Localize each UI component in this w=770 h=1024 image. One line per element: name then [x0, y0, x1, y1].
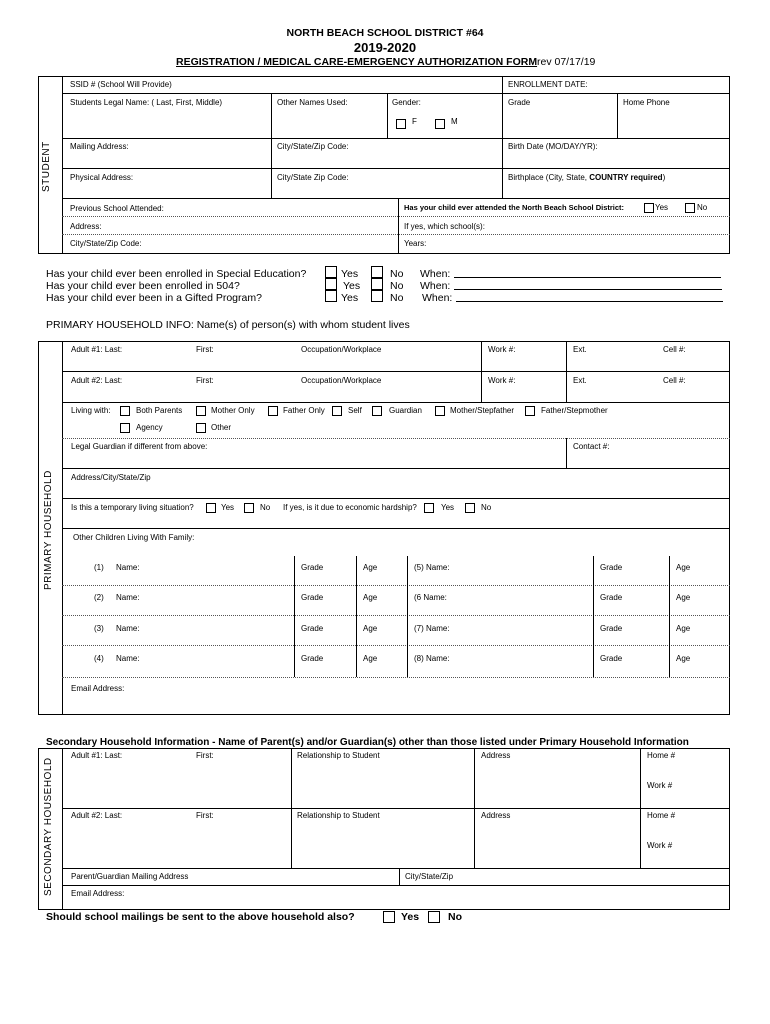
economic-yes-checkbox[interactable] — [424, 503, 434, 513]
prev-school-address-label: Address: — [70, 222, 102, 231]
adult2-ext-label: Ext. — [573, 376, 587, 385]
secondary-adult1-relationship-label: Relationship to Student — [297, 751, 380, 760]
child-2-number: (2) — [94, 593, 104, 602]
child-3-grade-label: Grade — [301, 624, 324, 633]
temporary-no-checkbox[interactable] — [244, 503, 254, 513]
secondary-adult1-first-label: First: — [196, 751, 214, 760]
child-5-grade-label: Grade — [600, 563, 623, 572]
secondary-household-heading: Secondary Household Information - Name of Parent(s) and/or Guardian(s) other than those listed under Primary Household Information — [46, 737, 689, 748]
child-7-name-label: (7) Name: — [414, 624, 450, 633]
other-label: Other — [211, 423, 232, 432]
child-5-age-label: Age — [676, 563, 691, 572]
gender-f-checkbox[interactable] — [396, 119, 406, 129]
child-2-age-label: Age — [363, 593, 378, 602]
child-3-number: (3) — [94, 624, 104, 633]
gifted-no-checkbox[interactable] — [371, 290, 383, 302]
special-ed-yes-checkbox[interactable] — [325, 266, 337, 278]
adult1-ext-label: Ext. — [573, 345, 587, 354]
guardian-label: Guardian — [389, 406, 422, 415]
gifted-yes-label: Yes — [341, 292, 359, 304]
which-school-label: If yes, which school(s): — [404, 222, 485, 231]
temporary-living-question: Is this a temporary living situation? — [71, 503, 194, 512]
adult1-occupation-label: Occupation/Workplace — [301, 345, 382, 354]
father-only-checkbox[interactable] — [268, 406, 278, 416]
self-label: Self — [348, 406, 362, 415]
legal-guardian-label: Legal Guardian if different from above: — [71, 442, 208, 451]
agency-checkbox[interactable] — [120, 423, 130, 433]
special-ed-when-label: When: — [420, 268, 451, 280]
secondary-adult2-relationship-label: Relationship to Student — [297, 811, 380, 820]
both-parents-label: Both Parents — [136, 406, 183, 415]
secondary-adult2-address-label: Address — [481, 811, 511, 820]
special-ed-no-checkbox[interactable] — [371, 266, 383, 278]
ssid-label: SSID # (School Will Provide) — [70, 80, 172, 89]
economic-no-label: No — [481, 503, 492, 512]
504-yes-label: Yes — [343, 280, 361, 292]
adult1-first-label: First: — [196, 345, 214, 354]
gifted-question: Has your child ever been in a Gifted Program? — [46, 292, 262, 304]
other-checkbox[interactable] — [196, 423, 206, 433]
child-8-age-label: Age — [676, 654, 691, 663]
child-4-grade-label: Grade — [301, 654, 324, 663]
gifted-no-label: No — [390, 292, 404, 304]
both-parents-checkbox[interactable] — [120, 406, 130, 416]
child-3-name-label: Name: — [116, 624, 140, 633]
child-2-grade-label: Grade — [301, 593, 324, 602]
guardian-address-label: Address/City/State/Zip — [71, 473, 151, 482]
504-when-line[interactable] — [454, 289, 722, 290]
mother-stepfather-checkbox[interactable] — [435, 406, 445, 416]
primary-household-side-label: PRIMARY HOUSEHOLD — [43, 470, 54, 590]
attended-no-checkbox[interactable] — [685, 203, 695, 213]
child-5-name-label: (5) Name: — [414, 563, 450, 572]
504-when-label: When: — [420, 280, 451, 292]
gender-label: Gender: — [392, 98, 421, 107]
child-6-name-label: (6 Name: — [414, 593, 447, 602]
child-7-grade-label: Grade — [600, 624, 623, 633]
father-only-label: Father Only — [283, 406, 325, 415]
special-ed-no-label: No — [390, 268, 404, 280]
mother-stepfather-label: Mother/Stepfather — [450, 406, 515, 415]
gifted-yes-checkbox[interactable] — [325, 290, 337, 302]
other-children-label: Other Children Living With Family: — [73, 533, 195, 542]
gender-m-checkbox[interactable] — [435, 119, 445, 129]
504-yes-checkbox[interactable] — [325, 278, 337, 290]
attended-yes-checkbox[interactable] — [644, 203, 654, 213]
previous-school-label: Previous School Attended: — [70, 204, 164, 213]
special-ed-yes-label: Yes — [341, 268, 359, 280]
secondary-adult2-work-label: Work # — [647, 841, 673, 850]
child-2-name-label: Name: — [116, 593, 140, 602]
self-checkbox[interactable] — [332, 406, 342, 416]
primary-email-label: Email Address: — [71, 684, 125, 693]
physical-city-label: City/State Zip Code: — [277, 173, 349, 182]
attended-district-question: Has your child ever attended the North Beach School District: — [404, 203, 625, 212]
adult1-last-label: Adult #1: Last: — [71, 345, 123, 354]
physical-address-label: Physical Address: — [70, 173, 134, 182]
mailings-no-checkbox[interactable] — [428, 911, 440, 923]
child-7-age-label: Age — [676, 624, 691, 633]
adult1-cell-label: Cell #: — [663, 345, 686, 354]
revision-date: rev 07/17/19 — [537, 56, 596, 68]
child-1-name-label: Name: — [116, 563, 140, 572]
special-ed-when-line[interactable] — [454, 277, 721, 278]
secondary-adult2-last-label: Adult #2: Last: — [71, 811, 123, 820]
child-1-age-label: Age — [363, 563, 378, 572]
economic-hardship-question: If yes, is it due to economic hardship? — [283, 503, 417, 512]
other-names-label: Other Names Used: — [277, 98, 348, 107]
child-3-age-label: Age — [363, 624, 378, 633]
adult2-cell-label: Cell #: — [663, 376, 686, 385]
504-no-label: No — [390, 280, 404, 292]
secondary-adult1-last-label: Adult #1: Last: — [71, 751, 123, 760]
mother-only-label: Mother Only — [211, 406, 255, 415]
child-6-age-label: Age — [676, 593, 691, 602]
secondary-mailing-label: Parent/Guardian Mailing Address — [71, 872, 189, 881]
secondary-adult1-home-label: Home # — [647, 751, 676, 760]
legal-name-label: Students Legal Name: ( Last, First, Middle) — [70, 98, 223, 107]
birth-date-label: Birth Date (MO/DAY/YR): — [508, 142, 598, 151]
504-question: Has your child ever been enrolled in 504? — [46, 280, 240, 292]
mailings-question: Should school mailings be sent to the above household also? — [46, 911, 355, 923]
child-6-grade-label: Grade — [600, 593, 623, 602]
temporary-no-label: No — [260, 503, 271, 512]
temporary-yes-checkbox[interactable] — [206, 503, 216, 513]
504-no-checkbox[interactable] — [371, 278, 383, 290]
secondary-city-label: City/State/Zip — [405, 872, 454, 881]
contact-label: Contact #: — [573, 442, 610, 451]
mother-only-checkbox[interactable] — [196, 406, 206, 416]
secondary-adult2-first-label: First: — [196, 811, 214, 820]
temporary-yes-label: Yes — [221, 503, 235, 512]
district-title: NORTH BEACH SCHOOL DISTRICT #64 — [286, 27, 484, 39]
gender-m-label: M — [451, 117, 458, 126]
child-1-grade-label: Grade — [301, 563, 324, 572]
adult2-occupation-label: Occupation/Workplace — [301, 376, 382, 385]
gifted-when-line[interactable] — [456, 301, 723, 302]
child-4-name-label: Name: — [116, 654, 140, 663]
enrollment-date-label: ENROLLMENT DATE: — [508, 80, 588, 89]
living-with-label: Living with: — [71, 406, 111, 415]
child-4-age-label: Age — [363, 654, 378, 663]
mailings-yes-label: Yes — [401, 911, 420, 923]
grade-label: Grade — [508, 98, 531, 107]
gifted-when-label: When: — [422, 292, 453, 304]
school-year: 2019-2020 — [353, 40, 417, 55]
mailing-address-label: Mailing Address: — [70, 142, 129, 151]
economic-yes-label: Yes — [441, 503, 455, 512]
form-title: REGISTRATION / MEDICAL CARE-EMERGENCY AUTHORIZATION FORM — [176, 56, 538, 68]
guardian-checkbox[interactable] — [372, 406, 382, 416]
agency-label: Agency — [136, 423, 163, 432]
child-8-name-label: (8) Name: — [414, 654, 450, 663]
secondary-email-label: Email Address: — [71, 889, 125, 898]
birthplace-label: Birthplace (City, State, COUNTRY required) — [508, 173, 666, 182]
adult2-last-label: Adult #2: Last: — [71, 376, 123, 385]
child-4-number: (4) — [94, 654, 104, 663]
father-stepmother-checkbox[interactable] — [525, 406, 535, 416]
attended-no-label: No — [697, 203, 708, 212]
prev-school-city-label: City/State/Zip Code: — [70, 239, 142, 248]
secondary-adult2-home-label: Home # — [647, 811, 676, 820]
attended-yes-label: Yes — [655, 203, 669, 212]
adult2-work-label: Work #: — [488, 376, 516, 385]
adult2-first-label: First: — [196, 376, 214, 385]
special-ed-question: Has your child ever been enrolled in Special Education? — [46, 268, 307, 280]
adult1-work-label: Work #: — [488, 345, 516, 354]
student-side-label: STUDENT — [41, 141, 52, 192]
secondary-adult1-work-label: Work # — [647, 781, 673, 790]
father-stepmother-label: Father/Stepmother — [541, 406, 608, 415]
gender-f-label: F — [412, 117, 417, 126]
home-phone-label: Home Phone — [623, 98, 670, 107]
mailings-yes-checkbox[interactable] — [383, 911, 395, 923]
mailings-no-label: No — [448, 911, 462, 923]
secondary-household-side-label: SECONDARY HOUSEHOLD — [43, 757, 54, 896]
primary-household-heading: PRIMARY HOUSEHOLD INFO: Name(s) of person(s) with whom student lives — [46, 319, 410, 331]
years-label: Years: — [404, 239, 427, 248]
child-8-grade-label: Grade — [600, 654, 623, 663]
child-1-number: (1) — [94, 563, 104, 572]
mailing-city-label: City/State/Zip Code: — [277, 142, 349, 151]
secondary-adult1-address-label: Address — [481, 751, 511, 760]
economic-no-checkbox[interactable] — [465, 503, 475, 513]
